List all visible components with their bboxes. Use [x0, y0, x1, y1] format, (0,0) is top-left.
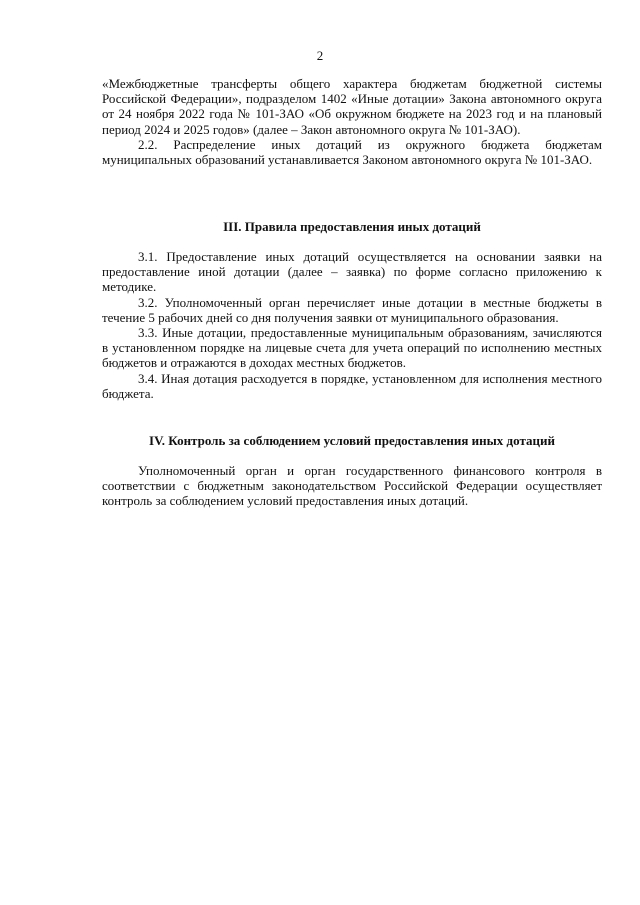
paragraph-3-2: 3.2. Уполномоченный орган перечисляет иные дотации в местные бюджеты в течение 5 рабочих дней со дня получения заявки от муниципального образования.	[102, 294, 602, 325]
paragraph-3-1: 3.1. Предоставление иных дотаций осуществляется на основании заявки на предоставление иной дотации (далее – заявка) по форме согласно приложению к методике.	[102, 249, 602, 295]
section-3-body	[102, 249, 602, 401]
paragraph-2-2: 2.2. Распределение иных дотаций из окружного бюджета бюджетам муниципальных образований устанавливается Законом автономного округа № 101-ЗАО.	[102, 136, 602, 168]
paragraph-4-1: Уполномоченный орган и орган государственного финансового контроля в соответствии с бюджетным законодательством Российской Федерации осуществляет контроль за соблюдением условий предоставления иных дотаций.	[102, 463, 602, 509]
section-4-heading: IV. Контроль за соблюдением условий предоставления иных дотаций	[149, 433, 555, 448]
intro-section	[102, 76, 602, 167]
section-4-body	[102, 463, 602, 509]
paragraph-3-4: 3.4. Иная дотация расходуется в порядке, установленном для исполнения местного бюджета.	[102, 370, 602, 401]
paragraph-continuation: «Межбюджетные трансферты общего характера бюджетам бюджетной системы Российской Федерации», подразделом 1402 «Иные дотации» Закона автономного округа от 24 ноября 2022 года № 101-ЗАО «Об окружном бюджете на 2023 год и на плановый период 2024 и 2025 годов» (далее – Закон автономного округа № 101-ЗАО).	[102, 76, 602, 137]
section-3-heading: III. Правила предоставления иных дотаций	[223, 219, 481, 234]
page-number: 2	[316, 48, 324, 63]
paragraph-3-3: 3.3. Иные дотации, предоставленные муниципальным образованиям, зачисляются в установленном порядке на лицевые счета для учета операций по исполнению местных бюджетов и отражаются в доходах местных бюджетов.	[102, 325, 602, 371]
